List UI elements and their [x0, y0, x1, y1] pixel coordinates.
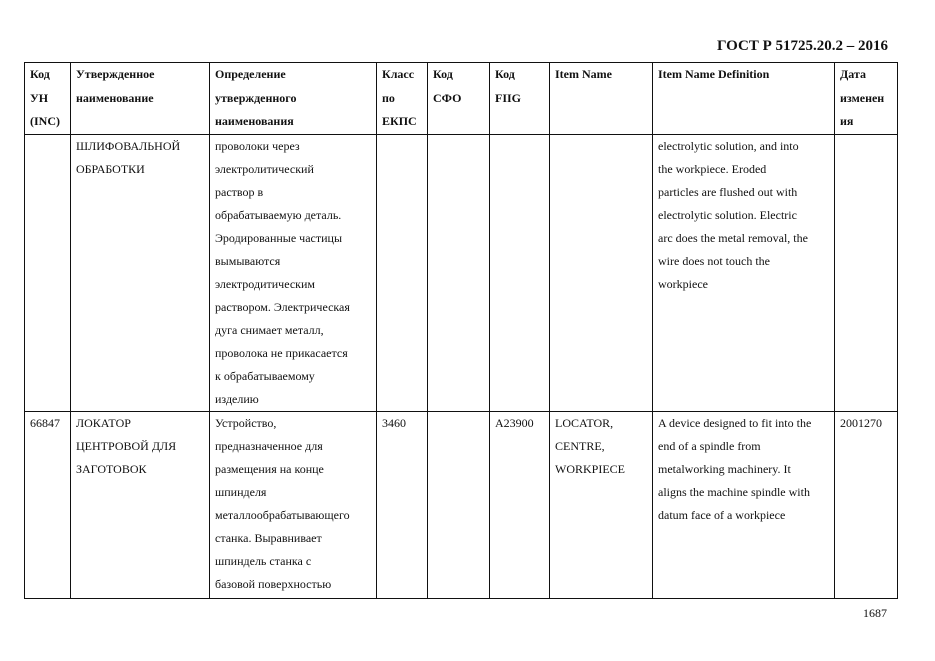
cell-code-inc: [25, 134, 71, 411]
classification-table: [24, 62, 898, 599]
cell-code-inc: 66847: [25, 411, 71, 598]
cell-ekps-class: [377, 134, 428, 411]
column-header-definition: Определение утвержденного наименования: [210, 63, 377, 135]
column-header-code-inc: Код УН (INC): [25, 63, 71, 135]
cell-fiig-code: [490, 134, 550, 411]
column-header-item-name: Item Name: [550, 63, 653, 135]
cell-approved-name: ШЛИФОВАЛЬНОЙ ОБРАБОТКИ: [71, 134, 210, 411]
cell-approved-name: ЛОКАТОР ЦЕНТРОВОЙ ДЛЯ ЗАГОТОВОК: [71, 411, 210, 598]
cell-item-name-definition: A device designed to fit into the end of a spindle from metalworking machinery. It aligns the machine spindle with datum face of a workpiece: [653, 411, 835, 598]
cell-change-date: [835, 134, 898, 411]
column-header-sfo-code: Код СФО: [428, 63, 490, 135]
cell-ekps-class: 3460: [377, 411, 428, 598]
table-header-row: [25, 63, 898, 135]
cell-sfo-code: [428, 411, 490, 598]
cell-item-name-definition: electrolytic solution, and into the workpiece. Eroded particles are flushed out with electrolytic solution. Electric arc does the metal removal, the wire does not touch the workpiece: [653, 134, 835, 411]
column-header-change-date: Дата изменен ия: [835, 63, 898, 135]
table-row: [25, 134, 898, 411]
column-header-approved-name: Утвержденное наименование: [71, 63, 210, 135]
cell-definition: проволоки через электролитический раствор в обрабатываемую деталь. Эродированные частицы вымываются электродитическим раствором. Электрическая дуга снимает металл, проволока не прикасается к обрабатываемому изделию: [210, 134, 377, 411]
table-row: [25, 411, 898, 598]
cell-item-name: LOCATOR, CENTRE, WORKPIECE: [550, 411, 653, 598]
cell-sfo-code: [428, 134, 490, 411]
cell-fiig-code: A23900: [490, 411, 550, 598]
page-number: 1687: [863, 606, 887, 620]
column-header-ekps-class: Класс по ЕКПС: [377, 63, 428, 135]
cell-definition: Устройство, предназначенное для размещения на конце шпинделя металлообрабатывающего станка. Выравнивает шпиндель станка с базовой поверхностью: [210, 411, 377, 598]
cell-item-name: [550, 134, 653, 411]
document-standard-code: ГОСТ Р 51725.20.2 – 2016: [716, 38, 888, 54]
cell-change-date: 2001270: [835, 411, 898, 598]
column-header-item-name-definition: Item Name Definition: [653, 63, 835, 135]
column-header-fiig-code: Код FIIG: [490, 63, 550, 135]
